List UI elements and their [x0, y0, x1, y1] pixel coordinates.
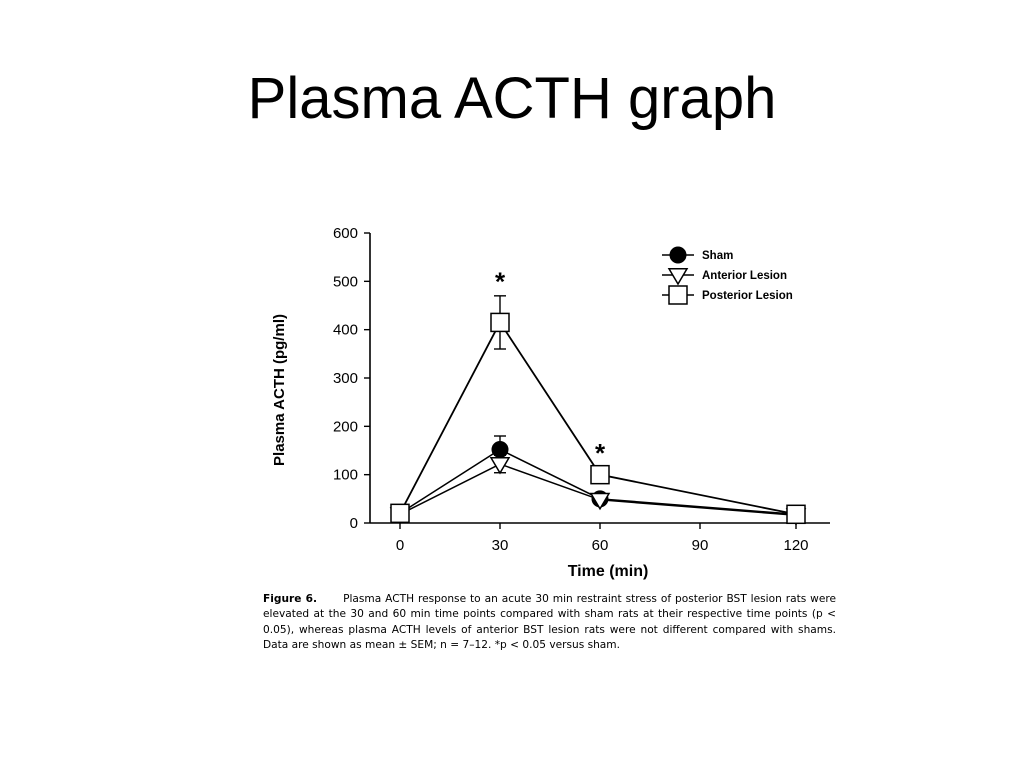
x-tick-label: 0	[395, 537, 405, 554]
acth-line-chart	[250, 215, 850, 585]
y-tick-label: 600	[332, 225, 358, 242]
legend-marker	[669, 269, 687, 284]
figure-caption-label: Figure 6.	[263, 593, 318, 605]
series-line-posterior-lesion	[400, 322, 796, 514]
figure-caption-text: Plasma ACTH response to an acute 30 min restraint stress of posterior BST lesion rats were elevated at the 30 and 60 min time points compared with sham rats at their respective time points (p < 0.05), whereas plasma ACTH levels of anterior BST lesion rats were not different compared with shams. Data are shown as mean ± SEM; n = 7–12. *p < 0.05 versus sham.	[263, 593, 836, 652]
y-axis-title: Plasma ACTH (pg/ml)	[271, 314, 288, 466]
y-tick-label: 400	[332, 321, 358, 339]
y-tick-label: 0	[349, 515, 358, 532]
chart-series	[391, 267, 805, 525]
x-axis-title: Time (min)	[567, 563, 649, 580]
significance-marker: *	[494, 266, 506, 297]
legend-label: Anterior Lesion	[702, 270, 787, 282]
data-point-sham	[492, 442, 508, 458]
x-tick-label: 90	[691, 537, 709, 554]
significance-marker: *	[594, 438, 606, 469]
x-tick-label: 30	[491, 537, 509, 554]
legend-label: Sham	[702, 250, 734, 262]
legend-marker	[669, 286, 687, 304]
x-tick-label: 60	[591, 537, 609, 554]
data-point-posterior-lesion	[591, 466, 609, 484]
data-point-posterior-lesion	[787, 505, 805, 523]
y-tick-label: 300	[332, 370, 358, 387]
slide-title: Plasma ACTH graph	[247, 66, 777, 131]
chart-legend	[662, 247, 793, 304]
figure-caption	[263, 592, 836, 654]
x-tick-label: 120	[783, 537, 809, 554]
y-tick-label: 500	[332, 273, 358, 291]
y-tick-label: 100	[332, 466, 358, 484]
legend-label: Posterior Lesion	[702, 290, 793, 302]
data-point-posterior-lesion	[391, 504, 409, 522]
data-point-posterior-lesion	[491, 313, 509, 331]
legend-marker	[670, 247, 686, 263]
data-point-anterior-lesion	[491, 458, 509, 473]
y-tick-label: 200	[332, 418, 358, 436]
